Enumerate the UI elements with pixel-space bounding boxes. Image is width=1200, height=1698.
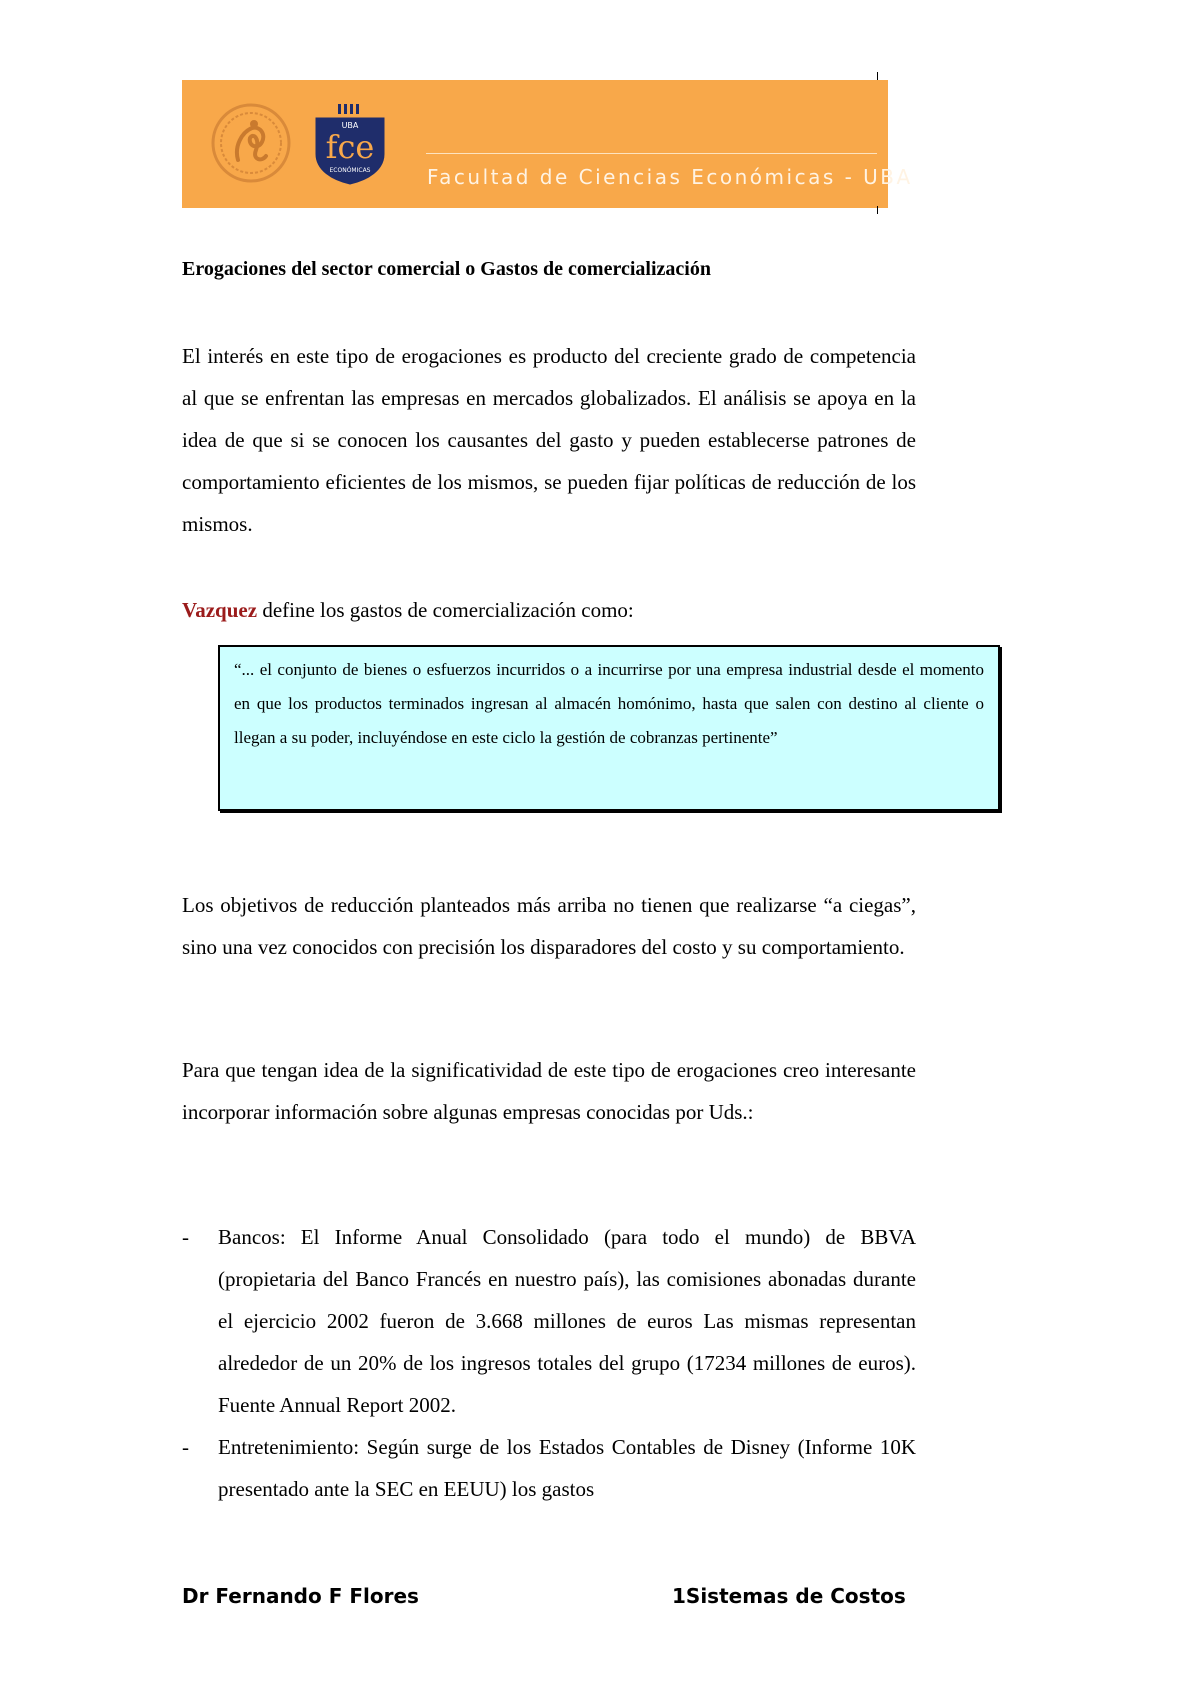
margin-mark-bottom <box>877 206 878 214</box>
examples-list <box>182 1216 916 1510</box>
objectives-paragraph: Los objetivos de reducción planteados más arriba no tienen que realizarse “a ciegas”, sino una vez conocidos con precisión los disparadores del costo y su comportamiento. <box>182 893 916 959</box>
list-item <box>182 1216 916 1426</box>
definition-quote-box <box>218 645 1000 811</box>
list-item-text: Bancos: El Informe Anual Consolidado (para todo el mundo) de BBVA (propietaria del Banco Francés en nuestro país), las comisiones abonadas durante el ejercicio 2002 fueron de 3.668 millones de euros Las mismas representan alrededor de un 20% de los ingresos totales del grupo (17234 millones de euros). Fuente Annual Report 2002. <box>218 1225 916 1417</box>
banner-institution-title: Facultad de Ciencias Económicas - UBA <box>427 165 913 189</box>
crest-main-text: fce <box>325 128 375 166</box>
list-item-text: Entretenimiento: Según surge de los Estados Contables de Disney (Informe 10K presentado ante la SEC en EEUU) los gastos <box>218 1435 916 1501</box>
list-bullet: - <box>182 1435 189 1459</box>
crest-sub-text: ECONÓMICAS <box>329 167 371 174</box>
intro-paragraph: El interés en este tipo de erogaciones es producto del creciente grado de competencia al que se enfrentan las empresas en mercados globalizados. El análisis se apoya en la idea de que si se conocen los causantes del gasto y pueden establecerse patrones de comportamiento eficientes de los mismos, se pueden fijar políticas de reducción de los mismos. <box>182 344 916 536</box>
definition-intro <box>182 589 916 631</box>
footer-course: Sistemas de Costos <box>685 1584 906 1608</box>
cited-author: Vazquez <box>182 598 258 622</box>
footer-author: Dr Fernando F Flores <box>182 1584 419 1608</box>
section-heading: Erogaciones del sector comercial o Gastos de comercialización <box>182 258 711 280</box>
university-seal-icon <box>210 102 292 184</box>
examples-intro-paragraph: Para que tengan idea de la significatividad de este tipo de erogaciones creo interesante incorporar información sobre algunas empresas conocidas por Uds.: <box>182 1058 916 1124</box>
list-item <box>182 1426 916 1510</box>
list-bullet: - <box>182 1225 189 1249</box>
banner-divider <box>426 153 877 154</box>
fce-crest-icon <box>312 104 388 186</box>
definition-quote-text: “... el conjunto de bienes o esfuerzos incurridos o a incurrirse por una empresa industrial desde el momento en que los productos terminados ingresan al almacén homónimo, hasta que salen con destino al cliente o llegan a su poder, incluyéndose en este ciclo la gestión de cobranzas pertinente” <box>234 660 984 747</box>
page-number: 1 <box>672 1584 686 1608</box>
footer-right <box>672 1584 906 1608</box>
margin-mark-top <box>877 72 878 80</box>
definition-intro-text: define los gastos de comercialización como: <box>257 598 634 622</box>
crest-top-text: UBA <box>341 121 359 130</box>
